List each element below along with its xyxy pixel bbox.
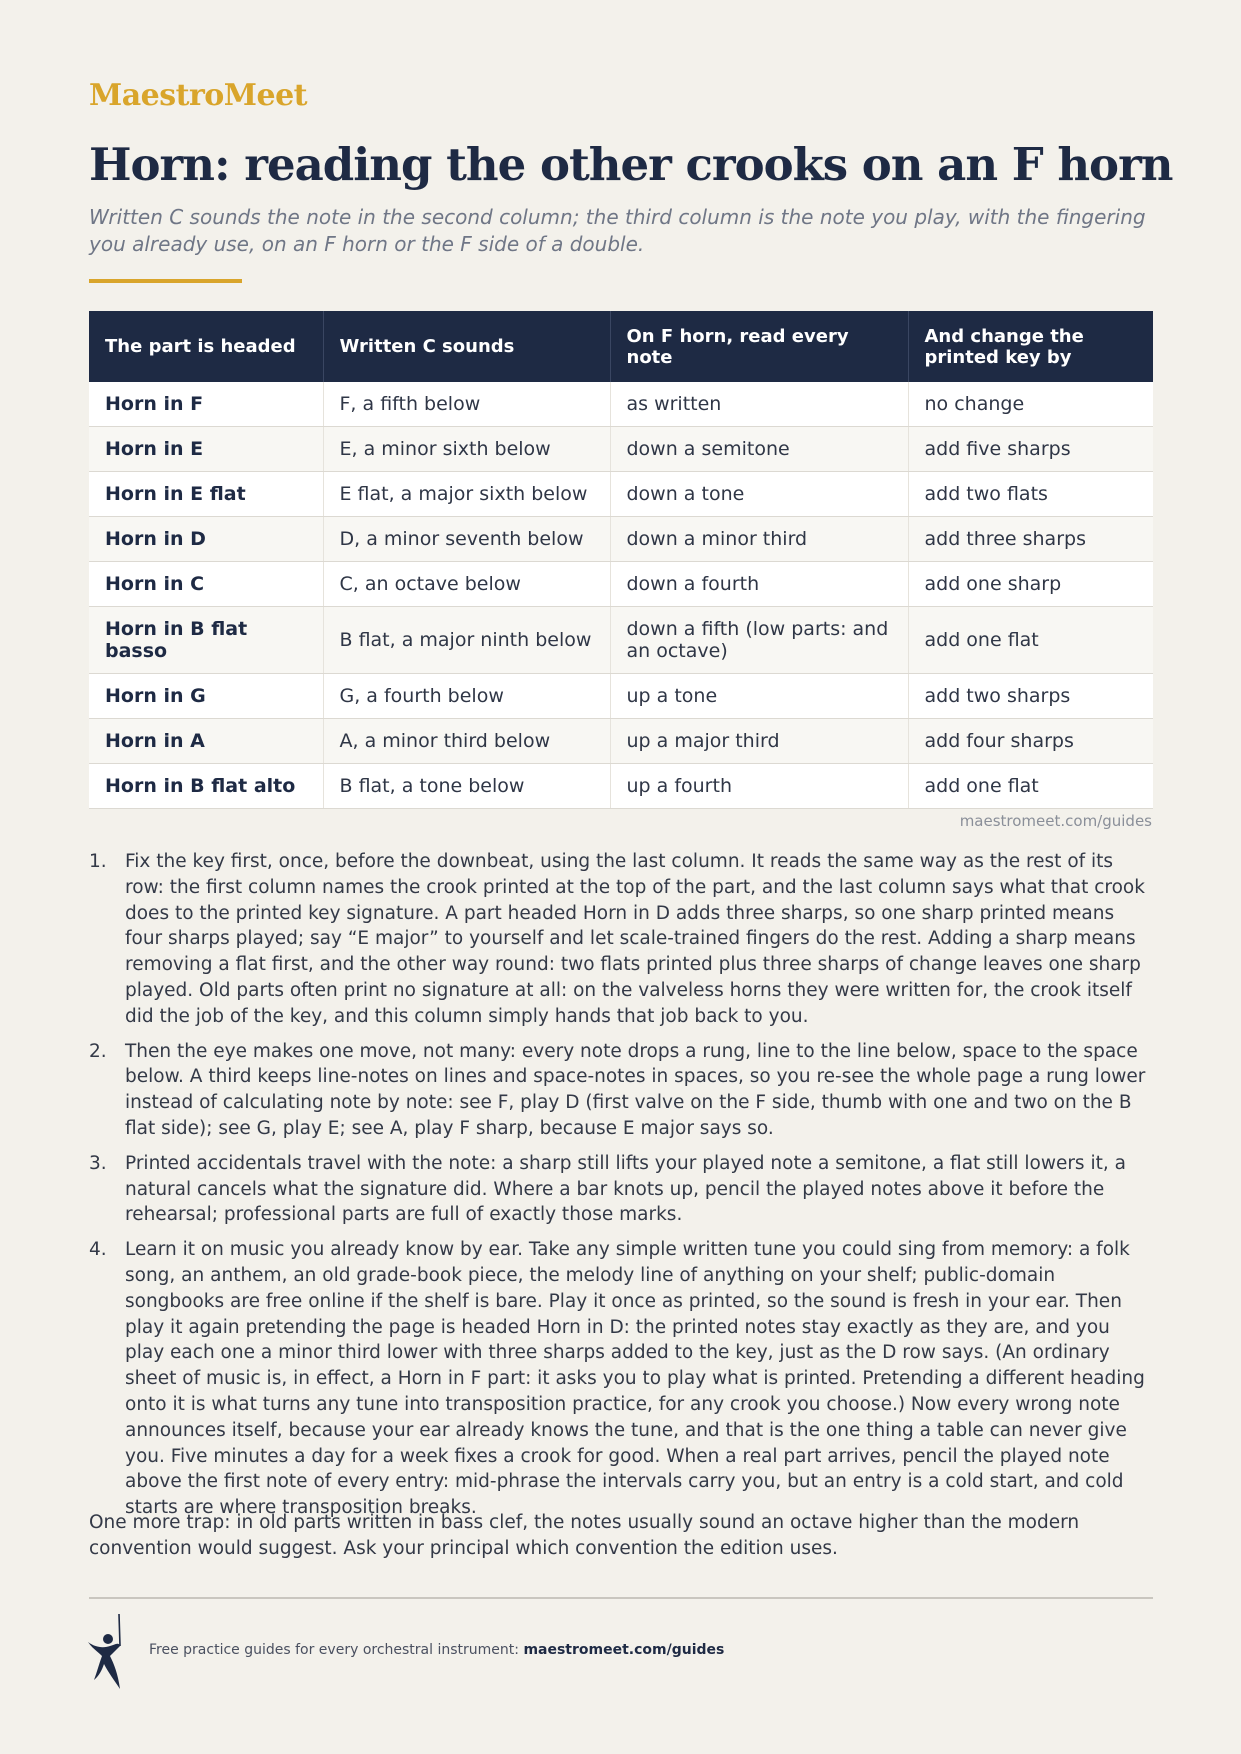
table-cell: up a fourth <box>610 764 908 809</box>
table-cell: up a major third <box>610 719 908 764</box>
table-cell: B flat, a major ninth below <box>323 607 610 674</box>
table-cell: down a tone <box>610 472 908 517</box>
crook-name-cell: Horn in D <box>89 517 323 562</box>
table-cell: as written <box>610 382 908 427</box>
table-cell: up a tone <box>610 674 908 719</box>
crook-name-cell: Horn in C <box>89 562 323 607</box>
table-cell: down a minor third <box>610 517 908 562</box>
step-number: 1. <box>89 851 107 872</box>
step-text: Printed accidentals travel with the note: a sharp still lifts your played note a semitone, a flat still lowers it, a natural cancels what the signature did. Where a bar knots up, pencil the played notes above it before the rehearsal; professional parts are full of exactly those marks. <box>125 1152 1126 1226</box>
table-cell: down a fourth <box>610 562 908 607</box>
column-header: The part is headed <box>89 311 323 382</box>
table-cell: add three sharps <box>908 517 1153 562</box>
column-header: On F horn, read every note <box>610 311 908 382</box>
step-number: 4. <box>89 1239 107 1261</box>
table-cell: add four sharps <box>908 719 1153 764</box>
table-cell: add five sharps <box>908 427 1153 472</box>
table-cell: add one flat <box>908 764 1153 809</box>
conductor-figure-icon <box>86 1612 130 1690</box>
step-item <box>89 1151 1153 1228</box>
table-row <box>89 472 1153 517</box>
table-cell: add one flat <box>908 607 1153 674</box>
table-row <box>89 517 1153 562</box>
table-cell: add two sharps <box>908 674 1153 719</box>
table-cell: C, an octave below <box>323 562 610 607</box>
table-cell: E, a minor sixth below <box>323 427 610 472</box>
table-row <box>89 607 1153 674</box>
step-item <box>89 1237 1153 1521</box>
footer-link[interactable]: maestromeet.com/guides <box>523 1642 725 1658</box>
table-cell: F, a fifth below <box>323 382 610 427</box>
table-cell: add one sharp <box>908 562 1153 607</box>
table-row <box>89 674 1153 719</box>
table-cell: down a semitone <box>610 427 908 472</box>
table-cell: B flat, a tone below <box>323 764 610 809</box>
step-item <box>89 849 1153 1030</box>
column-header: Written C sounds <box>323 311 610 382</box>
step-text: Fix the key first, once, before the downbeat, using the last column. It reads the same way as the rest of its row: the first column names the crook printed at the top of the part, and the last column says what that crook does to the printed key signature. A part headed Horn in D adds three sharps, so one sharp printed means four sharps played; say “E major” to yourself and let scale-trained fingers do the rest. Adding a sharp means removing a flat first, and the other way round: two flats printed plus three sharps of change leaves one sharp played. Old parts often print no signature at all: on the valveless horns they were written for, the crook itself did the job of the key, and this column simply hands that job back to you. <box>125 851 1145 1027</box>
footer-divider <box>89 1597 1153 1599</box>
step-item <box>89 1039 1153 1142</box>
table-cell: G, a fourth below <box>323 674 610 719</box>
crook-name-cell: Horn in G <box>89 674 323 719</box>
footer-label: Free practice guides for every orchestral instrument: <box>149 1642 519 1658</box>
table-row <box>89 382 1153 427</box>
table-row <box>89 427 1153 472</box>
column-header: And change the printed key by <box>908 311 1153 382</box>
table-cell: add two flats <box>908 472 1153 517</box>
step-number: 2. <box>89 1040 107 1062</box>
closing-note: One more trap: in old parts written in bass clef, the notes usually sound an octave higher than the modern convention would suggest. Ask your principal which convention the edition uses. <box>89 1512 1080 1559</box>
table-row <box>89 562 1153 607</box>
table-cell: E flat, a major sixth below <box>323 472 610 517</box>
step-number: 3. <box>89 1152 107 1174</box>
crook-name-cell: Horn in A <box>89 719 323 764</box>
crook-name-cell: Horn in B flat basso <box>89 607 323 674</box>
brand-logo-text: MaestroMeet <box>89 78 308 113</box>
crook-name-cell: Horn in E flat <box>89 472 323 517</box>
accent-divider <box>89 279 242 283</box>
page-subtitle: Written C sounds the note in the second column; the third column is the note you play, with the fingering you already use, on an F horn or the F side of a double. <box>89 205 1146 256</box>
step-text: Learn it on music you already know by ear. Take any simple written tune you could sing from memory: a folk song, an anthem, an old grade-book piece, the melody line of anything on your shelf; public-domain songbooks are free online if the shelf is bare. Play it once as printed, so the sound is fresh in your ear. Then play it again pretending the page is headed Horn in D: the printed notes stay exactly as they are, and you play each one a minor third lower with three sharps added to the key, just as the D row says. (An ordinary sheet of music is, in effect, a Horn in F part: it asks you to play what is printed. Pretending a different heading onto it is what turns any tune into transposition practice, for any crook you choose.) Now every wrong note announces itself, because your ear already knows the tune, and that is the one thing a table can never give you. Five minutes a day for a week fixes a crook for good. When a real part arrives, pencil the played note above the first note of every entry: mid-phrase the intervals carry you, but an entry is a cold start, and cold starts are where transposition breaks. <box>125 1239 1145 1519</box>
page-title: Horn: reading the other crooks on an F horn <box>89 138 1173 191</box>
crook-table <box>89 311 1153 809</box>
crook-name-cell: Horn in E <box>89 427 323 472</box>
table-cell: no change <box>908 382 1153 427</box>
footer-text <box>149 1642 724 1658</box>
table-row <box>89 719 1153 764</box>
table-cell: D, a minor seventh below <box>323 517 610 562</box>
table-header-row <box>89 311 1153 382</box>
table-cell: down a fifth (low parts: and an octave) <box>610 607 908 674</box>
crook-name-cell: Horn in B flat alto <box>89 764 323 809</box>
table-cell: A, a minor third below <box>323 719 610 764</box>
steps-list <box>89 849 1153 1530</box>
table-source-link[interactable]: maestromeet.com/guides <box>959 812 1152 830</box>
crook-name-cell: Horn in F <box>89 382 323 427</box>
table-row <box>89 764 1153 809</box>
step-text: Then the eye makes one move, not many: every note drops a rung, line to the line below, space to the space below. A third keeps line-notes on lines and space-notes in spaces, so you re-see the whole page a rung lower instead of calculating note by note: see F, play D (first valve on the F side, thumb with one and two on the B flat side); see G, play E; see A, play F sharp, because E major says so. <box>125 1040 1146 1139</box>
